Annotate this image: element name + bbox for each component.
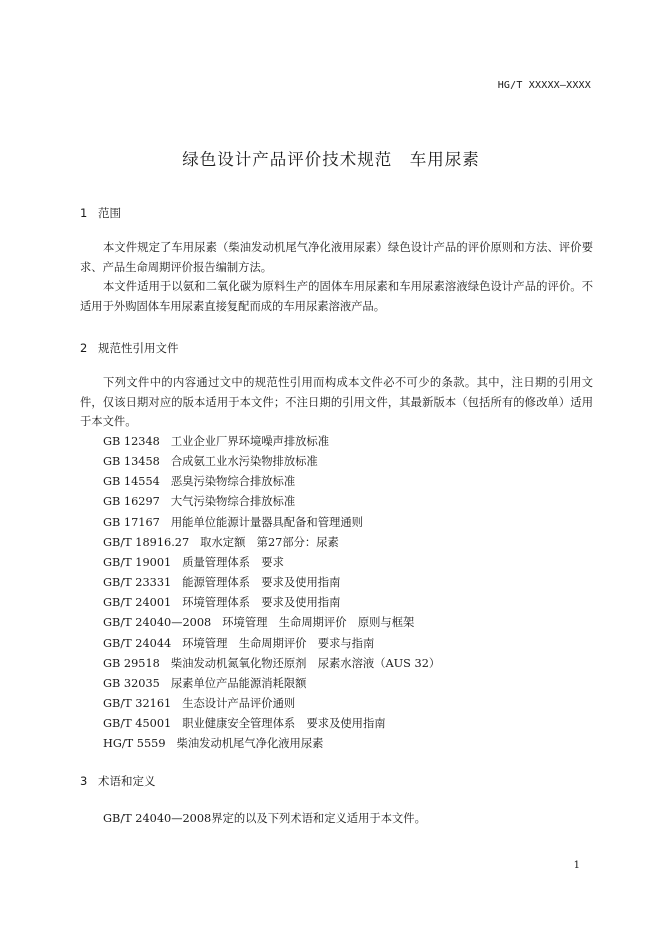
reference-title: 用能单位能源计量器具配备和管理通则: [170, 515, 363, 529]
reference-code: GB 17167: [103, 515, 160, 529]
reference-title: 环境管理 生命周期评价 原则与框架: [222, 616, 415, 630]
reference-item: [103, 533, 440, 553]
page-number: 1: [573, 860, 580, 871]
section-number: 1: [80, 206, 88, 220]
document-title: 绿色设计产品评价技术规范 车用尿素: [182, 150, 480, 169]
document-code: HG/T XXXXX—XXXX: [497, 80, 591, 91]
reference-title: 质量管理体系 要求: [182, 555, 284, 569]
section-title: 规范性引用文件: [98, 341, 179, 355]
reference-code: GB 14554: [103, 475, 160, 489]
reference-item: [103, 573, 440, 593]
section-number: 2: [80, 341, 88, 355]
reference-item: [103, 593, 440, 613]
section-number: 3: [80, 774, 88, 788]
reference-code: HG/T 5559: [103, 737, 166, 751]
reference-title: 能源管理体系 要求及使用指南: [182, 576, 341, 590]
reference-code: GB/T 24001: [103, 596, 172, 610]
reference-title: 尿素单位产品能源消耗限额: [170, 676, 307, 690]
reference-list: [103, 432, 440, 755]
reference-code: GB 12348: [103, 435, 160, 448]
reference-code: GB 32035: [103, 676, 160, 690]
reference-title: 工业企业厂界环境噪声排放标准: [170, 435, 330, 448]
reference-item: [103, 714, 440, 734]
reference-item: [103, 432, 440, 452]
section-heading-normative-references: [80, 340, 179, 356]
reference-item: [103, 654, 440, 674]
reference-title: 取水定额 第27部分：尿素: [200, 535, 339, 549]
reference-code: GB/T 18916.27: [103, 535, 190, 549]
reference-title: 职业健康安全管理体系 要求及使用指南: [182, 717, 386, 731]
section-title: 术语和定义: [98, 774, 156, 788]
reference-title: 合成氨工业水污染物排放标准: [170, 455, 318, 469]
reference-item: [103, 694, 440, 714]
section-title: 范围: [98, 206, 121, 220]
reference-title: 生态设计产品评价通则: [182, 697, 296, 711]
reference-code: GB/T 45001: [103, 717, 172, 731]
reference-code: GB/T 32161: [103, 697, 172, 711]
reference-code: GB 13458: [103, 455, 160, 469]
reference-code: GB/T 24044: [103, 636, 172, 650]
reference-title: 柴油发动机氮氧化物还原剂 尿素水溶液（AUS 32）: [170, 656, 441, 670]
paragraph: 本文件适用于以氨和二氧化碳为原料生产的固体车用尿素和车用尿素溶液绿色设计产品的评价。不适用于外购固体车用尿素直接复配而成的车用尿素溶液产品。: [80, 280, 593, 313]
reference-item: [103, 734, 440, 754]
reference-item: [103, 553, 440, 573]
reference-title: 柴油发动机尾气净化液用尿素: [176, 737, 324, 751]
paragraph: GB/T 24040—2008界定的以及下列术语和定义适用于本文件。: [103, 812, 426, 825]
reference-item: [103, 492, 440, 512]
reference-item: [103, 472, 440, 492]
reference-code: GB/T 19001: [103, 555, 172, 569]
reference-item: [103, 634, 440, 654]
reference-item: [103, 613, 440, 633]
paragraph: 下列文件中的内容通过文中的规范性引用而构成本文件必不可少的条款。其中，注日期的引用文件，仅该日期对应的版本适用于本文件；不注日期的引用文件，其最新版本（包括所有的修改单）适用于本文件。: [80, 376, 593, 428]
reference-item: [103, 452, 440, 472]
section-heading-terms-and-definitions: [80, 773, 156, 789]
reference-code: GB/T 24040—2008: [103, 616, 212, 630]
reference-title: 环境管理 生命周期评价 要求与指南: [182, 636, 375, 650]
reference-code: GB 16297: [103, 495, 160, 509]
reference-code: GB/T 23331: [103, 576, 172, 590]
reference-title: 环境管理体系 要求及使用指南: [182, 596, 341, 610]
reference-title: 大气污染物综合排放标准: [170, 495, 296, 509]
reference-code: GB 29518: [103, 656, 160, 670]
reference-item: [103, 513, 440, 533]
reference-item: [103, 674, 440, 694]
reference-title: 恶臭污染物综合排放标准: [170, 475, 296, 489]
paragraph: 本文件规定了车用尿素（柴油发动机尾气净化液用尿素）绿色设计产品的评价原则和方法、评价要求、产品生命周期评价报告编制方法。: [80, 241, 593, 274]
section-heading-scope: [80, 205, 121, 221]
